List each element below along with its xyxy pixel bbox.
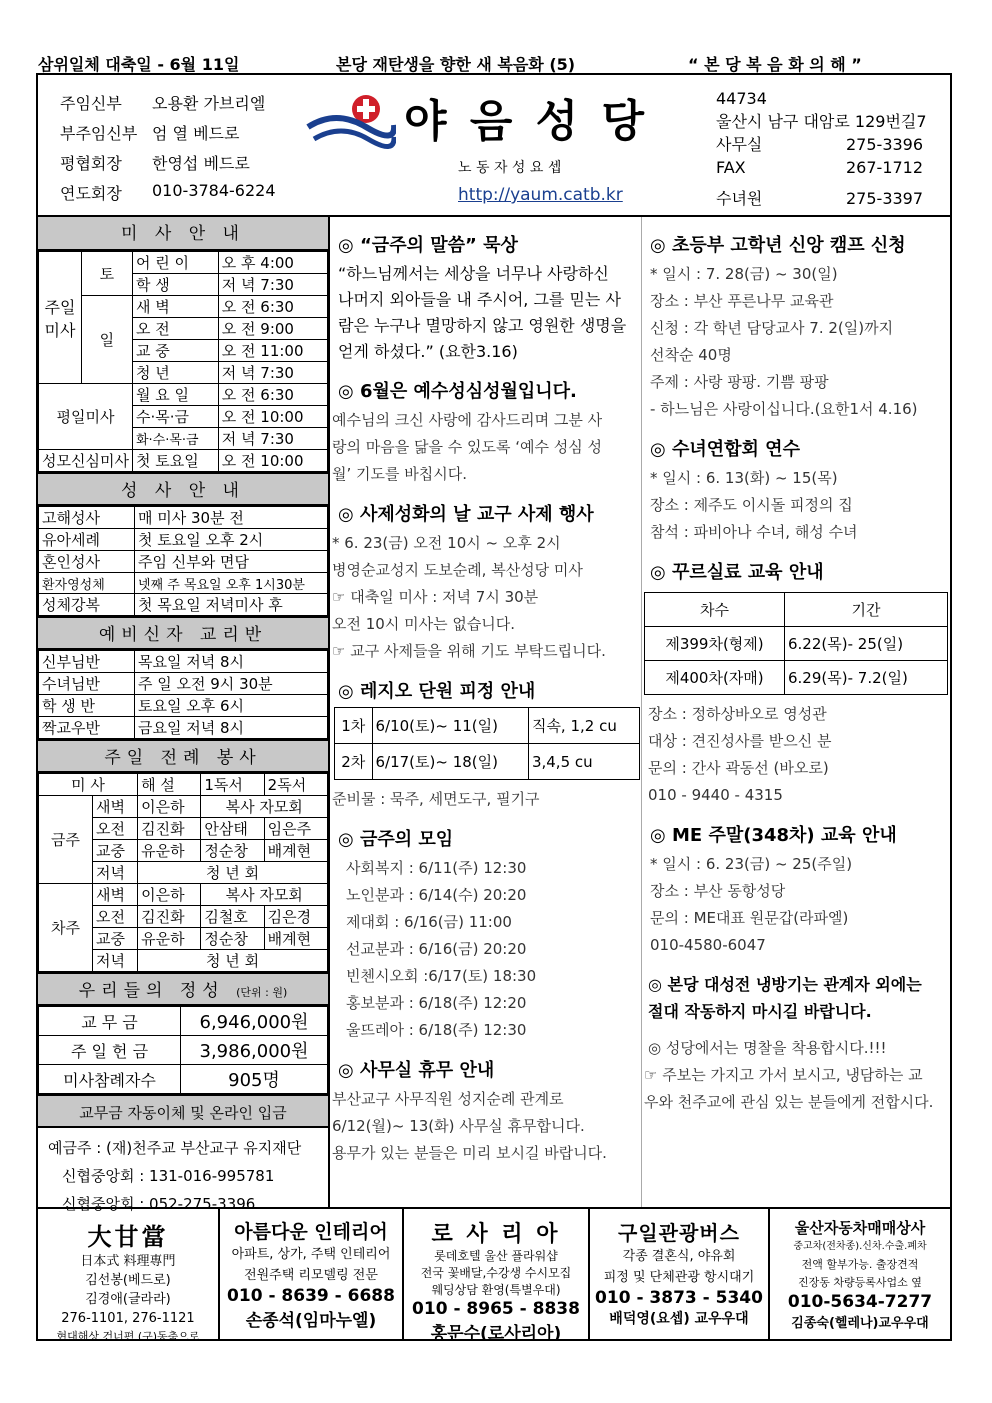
word-heading: ◎ “금주의 말씀” 묵상 [338, 235, 518, 256]
top-line [38, 8, 954, 74]
transfer-info: 예금주 : (재)천주교 부산교구 유지재단 신협중앙회 : 131-016-995781 신협중앙회 : 052-275-3396 [48, 1139, 302, 1213]
staff-list: 주임신부 오용환 가브리엘 부주임신부 엄 열 베드로 평협회장 한영섭 베드로 연도회장 010-3784-6224 [60, 94, 276, 203]
camp-heading: ◎ 초등부 고학년 신앙 캠프 신청 [650, 235, 906, 256]
parish-name: 야 음 성 당 [404, 96, 648, 147]
liturgy-title: 주일 전례 봉사 [38, 739, 328, 773]
priest-heading: ◎ 사제성화의 날 교구 사제 행사 [338, 504, 594, 525]
transfer-title: 교무금 자동이체 및 온라인 입금 [38, 1094, 328, 1128]
nuns-text: * 일시 : 6. 13(화) ~ 15(목) 장소 : 제주도 이시돌 피정의 집 참석 : 파비아나 수녀, 해성 수녀 [650, 469, 858, 541]
legio-prep: 준비물 : 묵주, 세면도구, 필기구 [332, 790, 540, 808]
sacrament-title: 성 사 안 내 [38, 472, 328, 506]
legio-heading: ◎ 레지오 단원 피정 안내 [338, 681, 536, 702]
cursillo-table: 차수 기간 제399차(형제) 6.22(목)- 25(일) 제400차(자매) 6.29(목)- 7.2(일) [644, 592, 948, 695]
mass-table: 주일미사 토 어 린 이 오 후 4:00 학 생 저 녁 7:30 일 새 벽 오 전 6:30 오 전 오 전 9:00 교 중 오 전 11:00 청 년 저 녁 7:30 평일미사 월 요 일 오 전 6:30 수·목·금 오 전 10:00 화·수·목·금 저 녁 7:30 성모신심미사 첫 토요일 오 전 10:00 [38, 251, 328, 472]
me-text: * 일시 : 6. 23(금) ~ 25(주일) 장소 : 부산 동항성당 문의 : ME대표 원문갑(라파엘) 010-4580-6047 [650, 855, 853, 954]
left-column [38, 217, 330, 1213]
contact: 44734 울산시 남구 대암로 129번길7 사무실 275-3396 FAX 267-1712 수녀원 275-3397 [716, 89, 927, 208]
ad-car-dealer: 울산자동차매매상사 중고차(전차종).신차.수출.폐차 전액 할부가능. 출장견적 진장동 차량등록사업소 옆 010-5634-7277 김종숙(헬레나)교우우대 [787, 1219, 933, 1331]
catechism-title: 예비신자 교리반 [38, 616, 328, 650]
nuns-heading: ◎ 수녀연합회 연수 [650, 439, 800, 460]
office-text: 부산교구 사무직원 성지순례 관계로 6/12(월)~ 13(화) 사무실 휴무합니다. 용무가 있는 분들은 미리 보시길 바랍니다. [332, 1090, 607, 1162]
middle-column [330, 217, 642, 1207]
ad-daegamdang: 大甘當 日本式 料理專門 김선봉(베드로) 김경애(글라라) 276-1101, 276-1121 현대해상 건너편 (구)동축으로 [38, 1209, 220, 1341]
legio-table: 1차 6/10(토)~ 11(일) 직속, 1,2 cu 2차 6/17(토)~ 18(일) 3,4,5 cu [334, 707, 640, 780]
meet-heading: ◎ 금주의 모임 [338, 829, 454, 850]
bulletin [36, 73, 952, 1341]
heart-heading: ◎ 6월은 예수성심성월입니다. [338, 381, 577, 402]
me-heading: ◎ ME 주말(348차) 교육 안내 [650, 825, 897, 846]
tag-notice: ◎ 성당에서는 명찰을 착용합시다.!!! ☞ 주보는 가지고 가서 보시고, 냉담하는 교 우와 천주교에 관심 있는 분들에게 전합시다. [644, 1039, 934, 1111]
parish-patron: 노 동 자 성 요 셉 [458, 160, 562, 176]
parish-logo-icon [306, 87, 396, 153]
liturgy-table: 미 사 해 설 1독서 2독서 금주 새벽 이은하 복사 자모회 오전 김진화 안삼태 임은주 교중 유운하 정순창 배계현 저녁 청 년 회 차주 새벽 이은하 복사 자모회 오전 김진화 김철호 김은경 교중 유운하 정순창 배계현 저녁 청 년 회 [38, 773, 328, 972]
header [38, 75, 950, 217]
ads-row [38, 1207, 950, 1339]
office-heading: ◎ 사무실 휴무 안내 [338, 1060, 495, 1081]
offering-title: 우리들의 정성 (단위 : 원) [38, 972, 328, 1006]
ad-guil-bus: 구일관광버스 각종 결혼식, 야유회 피정 및 단체관광 항시대기 010 - 3873 - 5340 배덕영(요셉) 교우우대 [590, 1209, 770, 1341]
sacrament-table: 고해성사 매 미사 30분 전 유아세례 첫 토요일 오후 2시 혼인성사 주임 신부와 면담 환자영성체 넷째 주 목요일 오후 1시30분 성체강복 첫 목요일 저녁미사 후 [38, 506, 328, 616]
top-left: 삼위일체 대축일 - 6월 11일 [38, 55, 240, 74]
top-mid: 본당 재탄생을 향한 새 복음화 (5) [336, 55, 576, 74]
cursillo-heading: ◎ 꾸르실료 교육 안내 [650, 562, 824, 583]
mass-title: 미 사 안 내 [38, 217, 328, 251]
word-text: “하느님께서는 세상을 너무나 사랑하신 나머지 외아들을 내 주시어, 그를 믿는 사 람은 누구나 멸망하지 않고 영원한 생명을 얻게 하셨다.” (요한3.16) [338, 264, 627, 361]
priest-text: * 6. 23(금) 오전 10시 ~ 오후 2시 병영순교성지 도보순례, 복산성당 미사 ☞ 대축일 미사 : 저녁 7시 30분 오전 10시 미사는 없습니다. ☞ 교구 사제들을 위해 기도 부탁드립니다. [332, 534, 606, 660]
ad-rosaria: 로 사 리 아 롯데호텔 울산 플라워샵 전국 꽃배달,수강생 수시모집 웨딩상담 환영(특별우대) 010 - 8965 - 8838 홍문수(로사리아) [404, 1209, 590, 1341]
offering-table: 교 무 금 6,946,000원 주 일 헌 금 3,986,000원 미사참례자수 905명 [38, 1006, 328, 1094]
ad-interior: 아름다운 인테리어 아파트, 상가, 주택 인테리어 전원주택 리모델링 전문 010 - 8639 - 6688 손종석(임마누엘) [220, 1209, 404, 1341]
aircon-notice: ◎ 본당 대성전 냉방기는 관계자 외에는 절대 작동하지 마시길 바랍니다. [648, 975, 922, 1021]
catechism-table: 신부님반 목요일 저녁 8시 수녀님반 주 일 오전 9시 30분 학 생 반 토요일 오후 6시 짝교우반 금요일 저녁 8시 [38, 650, 328, 739]
meet-text: 사회복지 : 6/11(주) 12:30 노인분과 : 6/14(수) 20:20 제대회 : 6/16(금) 11:00 선교분과 : 6/16(금) 20:20 빈첸시오회 :6/17(토) 18:30 홍보분과 : 6/18(주) 12:20 울뜨레아 : 6/18(주) 12:30 [346, 859, 537, 1039]
top-right: “ 본 당 복 음 화 의 해 ” [688, 55, 862, 74]
heart-text: 예수님의 크신 사랑에 감사드리며 그분 사 랑의 마음을 닮을 수 있도록 ‘예수 성심 성 월’ 기도를 바칩시다. [332, 411, 603, 483]
parish-url[interactable]: http://yaum.catb.kr [458, 185, 623, 205]
cursillo-text: 장소 : 정하상바오로 영성관 대상 : 견진성사를 받으신 분 문의 : 간사 곽동선 (바오로) 010 - 9440 - 4315 [648, 705, 832, 804]
camp-text: * 일시 : 7. 28(금) ~ 30(일) 장소 : 부산 푸른나무 교육관 신청 : 각 학년 담당교사 7. 2(일)까지 선착순 40명 주제 : 사랑 팡팡. 기쁨 팡팡 - 하느님은 사랑이십니다.(요한1서 4.16) [650, 265, 918, 418]
right-column [644, 217, 950, 1207]
